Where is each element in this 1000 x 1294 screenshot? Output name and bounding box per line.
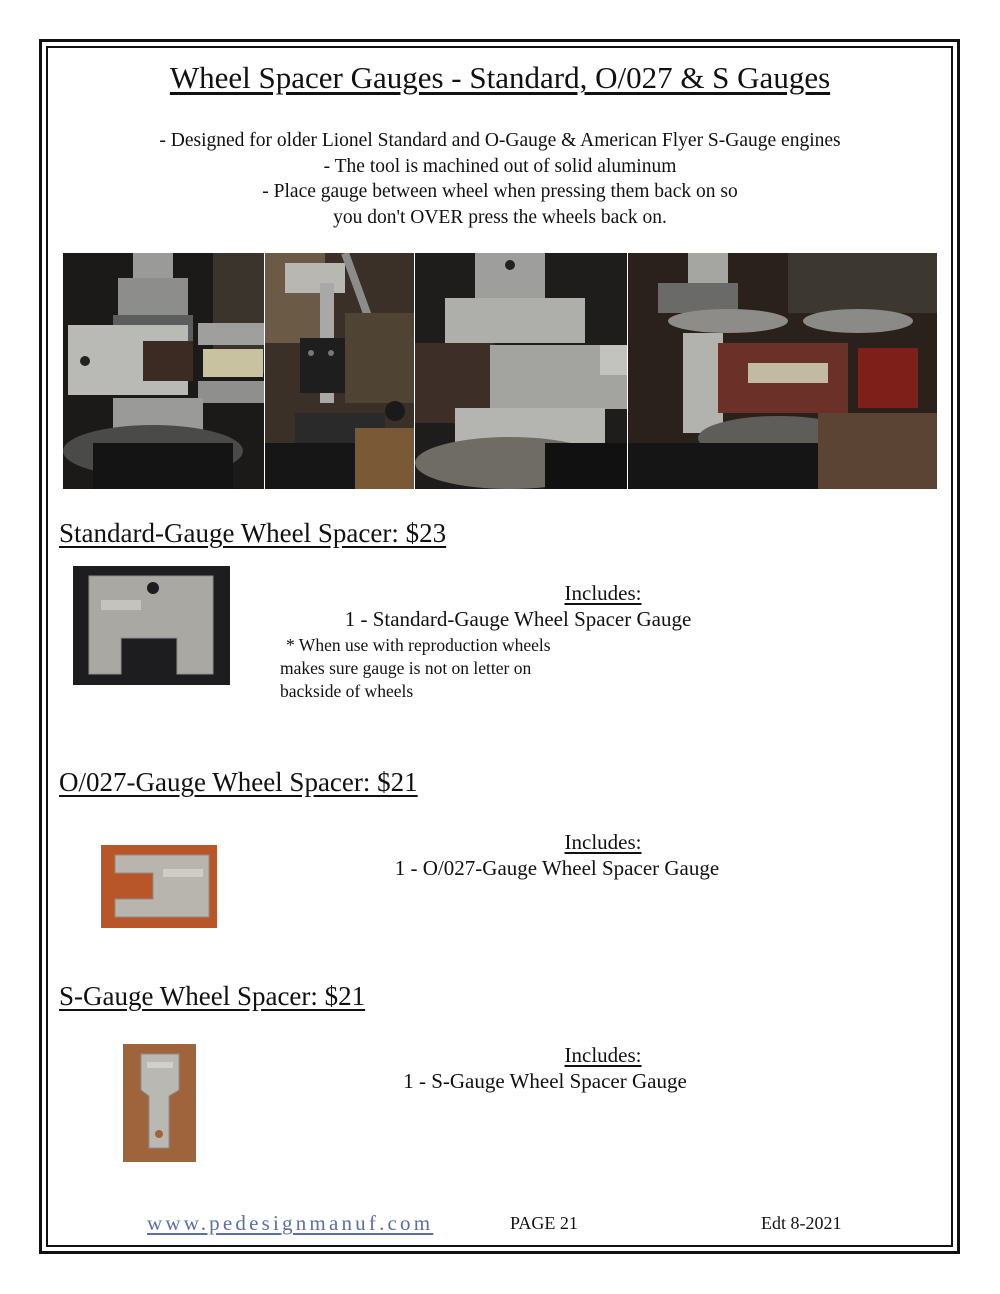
includes-label: Includes: bbox=[564, 581, 642, 605]
includes-item: 1 - Standard-Gauge Wheel Spacer Gauge bbox=[344, 607, 692, 631]
includes-label: Includes: bbox=[564, 830, 642, 854]
page-number: PAGE 21 bbox=[510, 1213, 578, 1233]
includes-item: 1 - O/027-Gauge Wheel Spacer Gauge bbox=[394, 856, 720, 880]
page-title: Wheel Spacer Gauges - Standard, O/027 & S Gauges bbox=[169, 60, 831, 95]
includes-item: 1 - S-Gauge Wheel Spacer Gauge bbox=[403, 1069, 687, 1093]
s-gauge-spacer-image bbox=[123, 1044, 196, 1162]
gauge-on-wheel-press-photo bbox=[63, 253, 264, 489]
standard-gauge-title: Standard-Gauge Wheel Spacer: $23 bbox=[59, 518, 447, 548]
intro-line: you don't OVER press the wheels back on. bbox=[333, 206, 667, 228]
aluminum-block-photo bbox=[415, 253, 627, 489]
s-gauge-title: S-Gauge Wheel Spacer: $21 bbox=[59, 981, 366, 1011]
note-line: * When use with reproduction wheels bbox=[286, 635, 551, 655]
edition-date: Edt 8-2021 bbox=[761, 1213, 842, 1233]
website-link[interactable]: www.pedesignmanuf.com bbox=[147, 1211, 434, 1235]
intro-line: - The tool is machined out of solid aluminum bbox=[323, 155, 677, 177]
o027-gauge-spacer-image bbox=[101, 845, 217, 928]
intro-text bbox=[0, 128, 1000, 230]
wheel-press-tool-photo bbox=[265, 253, 414, 489]
includes-label: Includes: bbox=[564, 1043, 642, 1067]
intro-line: - Designed for older Lionel Standard and O-Gauge & American Flyer S-Gauge engines bbox=[159, 130, 841, 151]
standard-gauge-spacer-image bbox=[73, 566, 230, 685]
note-line: makes sure gauge is not on letter on bbox=[280, 658, 532, 678]
locomotive-truck-photo bbox=[628, 253, 937, 489]
note-line: backside of wheels bbox=[280, 681, 414, 701]
o027-gauge-title: O/027-Gauge Wheel Spacer: $21 bbox=[59, 767, 418, 797]
intro-line: - Place gauge between wheel when pressing them back on so bbox=[262, 181, 738, 202]
reproduction-wheels-note bbox=[280, 634, 551, 703]
